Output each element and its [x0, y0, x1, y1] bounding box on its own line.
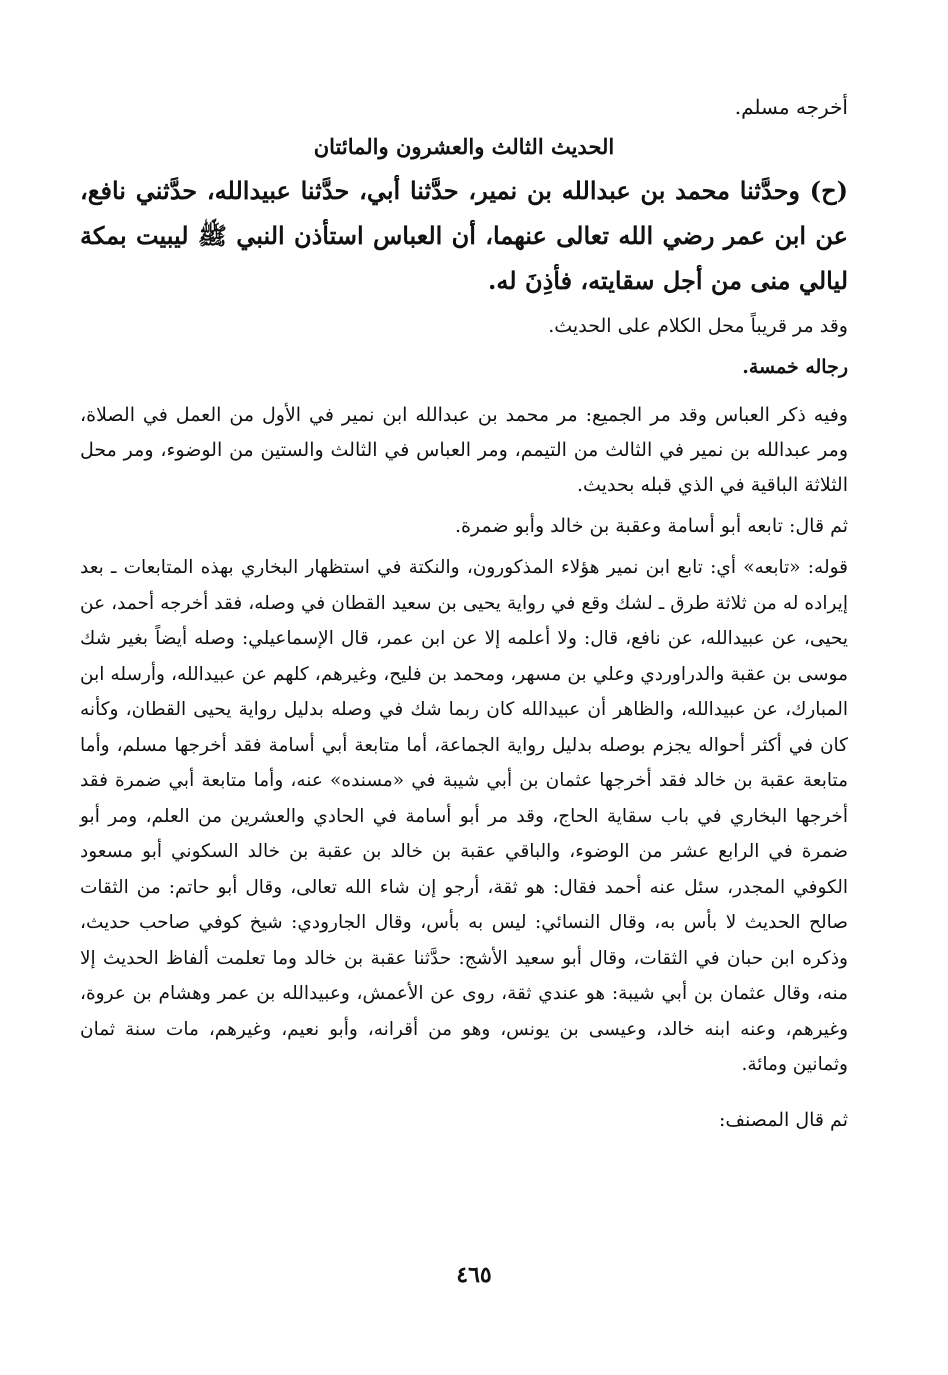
then-said-line: ثم قال: تابعه أبو أسامة وعقبة بن خالد وأبو ضمرة.: [454, 515, 848, 537]
document-page: [80, 90, 848, 1375]
hadith-heading: الحديث الثالث والعشرون والمائتان: [313, 134, 615, 159]
passed-note: وقد مر قريباً محل الكلام على الحديث.: [548, 315, 848, 337]
author-said-line: ثم قال المصنف:: [718, 1108, 848, 1131]
commentary-paragraph: قوله: «تابعه» أي: تابع ابن نمير هؤلاء المذكورون، والنكتة في استظهار البخاري بهذه المتابعات ـ بعد إيراده له من ثلاثة طرق ـ لشك وقع في رواية يحيى بن سعيد القطان في وصله، فقد أخرجه أحمد، عن يحيى، عن عبيدالله، عن نافع، قال: ولا أعلمه إلا عن ابن عمر، قال الإسماعيلي: وصله أيضاً بغير شك موسى بن عقبة والدراوردي وعلي بن مسهر، ومحمد بن فليح، وغيرهم، كلهم عن عبيدالله، وأرسله ابن المبارك، عن عبيدالله، والظاهر أن عبيدالله كان ربما شك في وصله بدليل رواية يحيى القطان، وكأنه كان في أكثر أحواله يجزم بوصله بدليل رواية الجماعة، أما متابعة أبي أسامة فقد أخرجها مسلم، وأما متابعة عقبة بن خالد فقد أخرجها عثمان بن أبي شيبة في «مسنده» عنه، وأما متابعة أبي ضمرة فقد أخرجها البخاري في باب سقاية الحاج، وقد مر أبو أسامة في الحادي والعشرين من العلم، ومر أبو ضمرة في الرابع عشر من الوضوء، والباقي عقبة بن خالد بن عقبة بن خالد السكوني أبو مسعود الكوفي المجدر، سئل عنه أحمد فقال: هو ثقة، أرجو إن شاء الله تعالى، وقال أبو حاتم: من الثقات صالح الحديث لا بأس به، وقال النسائي: ليس به بأس، وقال الجارودي: شيخ كوفي صاحب حديث، وذكره ابن حبان في الثقات، وقال أبو سعيد الأشج: حدَّثنا عقبة بن خالد وما تعلمت ألفاظ الحديث إلا منه، وقال عثمان بن أبي شيبة: هو عندي ثقة، روى عن الأعمش، وعبيدالله بن عمر وهشام بن عروة، وغيرهم، وعنه ابنه خالد، وعيسى بن يونس، وهو من أقرانه، وأبو نعيم، وغيرهم، مات سنة ثمان وثمانين ومائة.: [80, 557, 848, 1075]
page-number: ٤٦٥: [456, 1262, 492, 1288]
hadith-text: (ح) وحدَّثنا محمد بن عبدالله بن نمير، حدَّثنا أبي، حدَّثنا عبيدالله، حدَّثني نافع، عن ابن عمر رضي الله تعالى عنهما، أن العباس استأذن النبي ﷺ ليبيت بمكة ليالي منى من أجل سقايته، فأذِنَ له.: [80, 176, 848, 295]
narrators-label: رجاله خمسة.: [742, 356, 848, 378]
narrators-paragraph: وفيه ذكر العباس وقد مر الجميع: مر محمد بن عبدالله ابن نمير في الأول من العمل في الصلاة، ومر عبدالله بن نمير في الثالث من التيمم، ومر العباس في الثالث والستين من الوضوء، ومر محل الثلاثة الباقية في الذي قبله بحديث.: [80, 404, 848, 496]
intro-line: أخرجه مسلم.: [734, 95, 848, 119]
